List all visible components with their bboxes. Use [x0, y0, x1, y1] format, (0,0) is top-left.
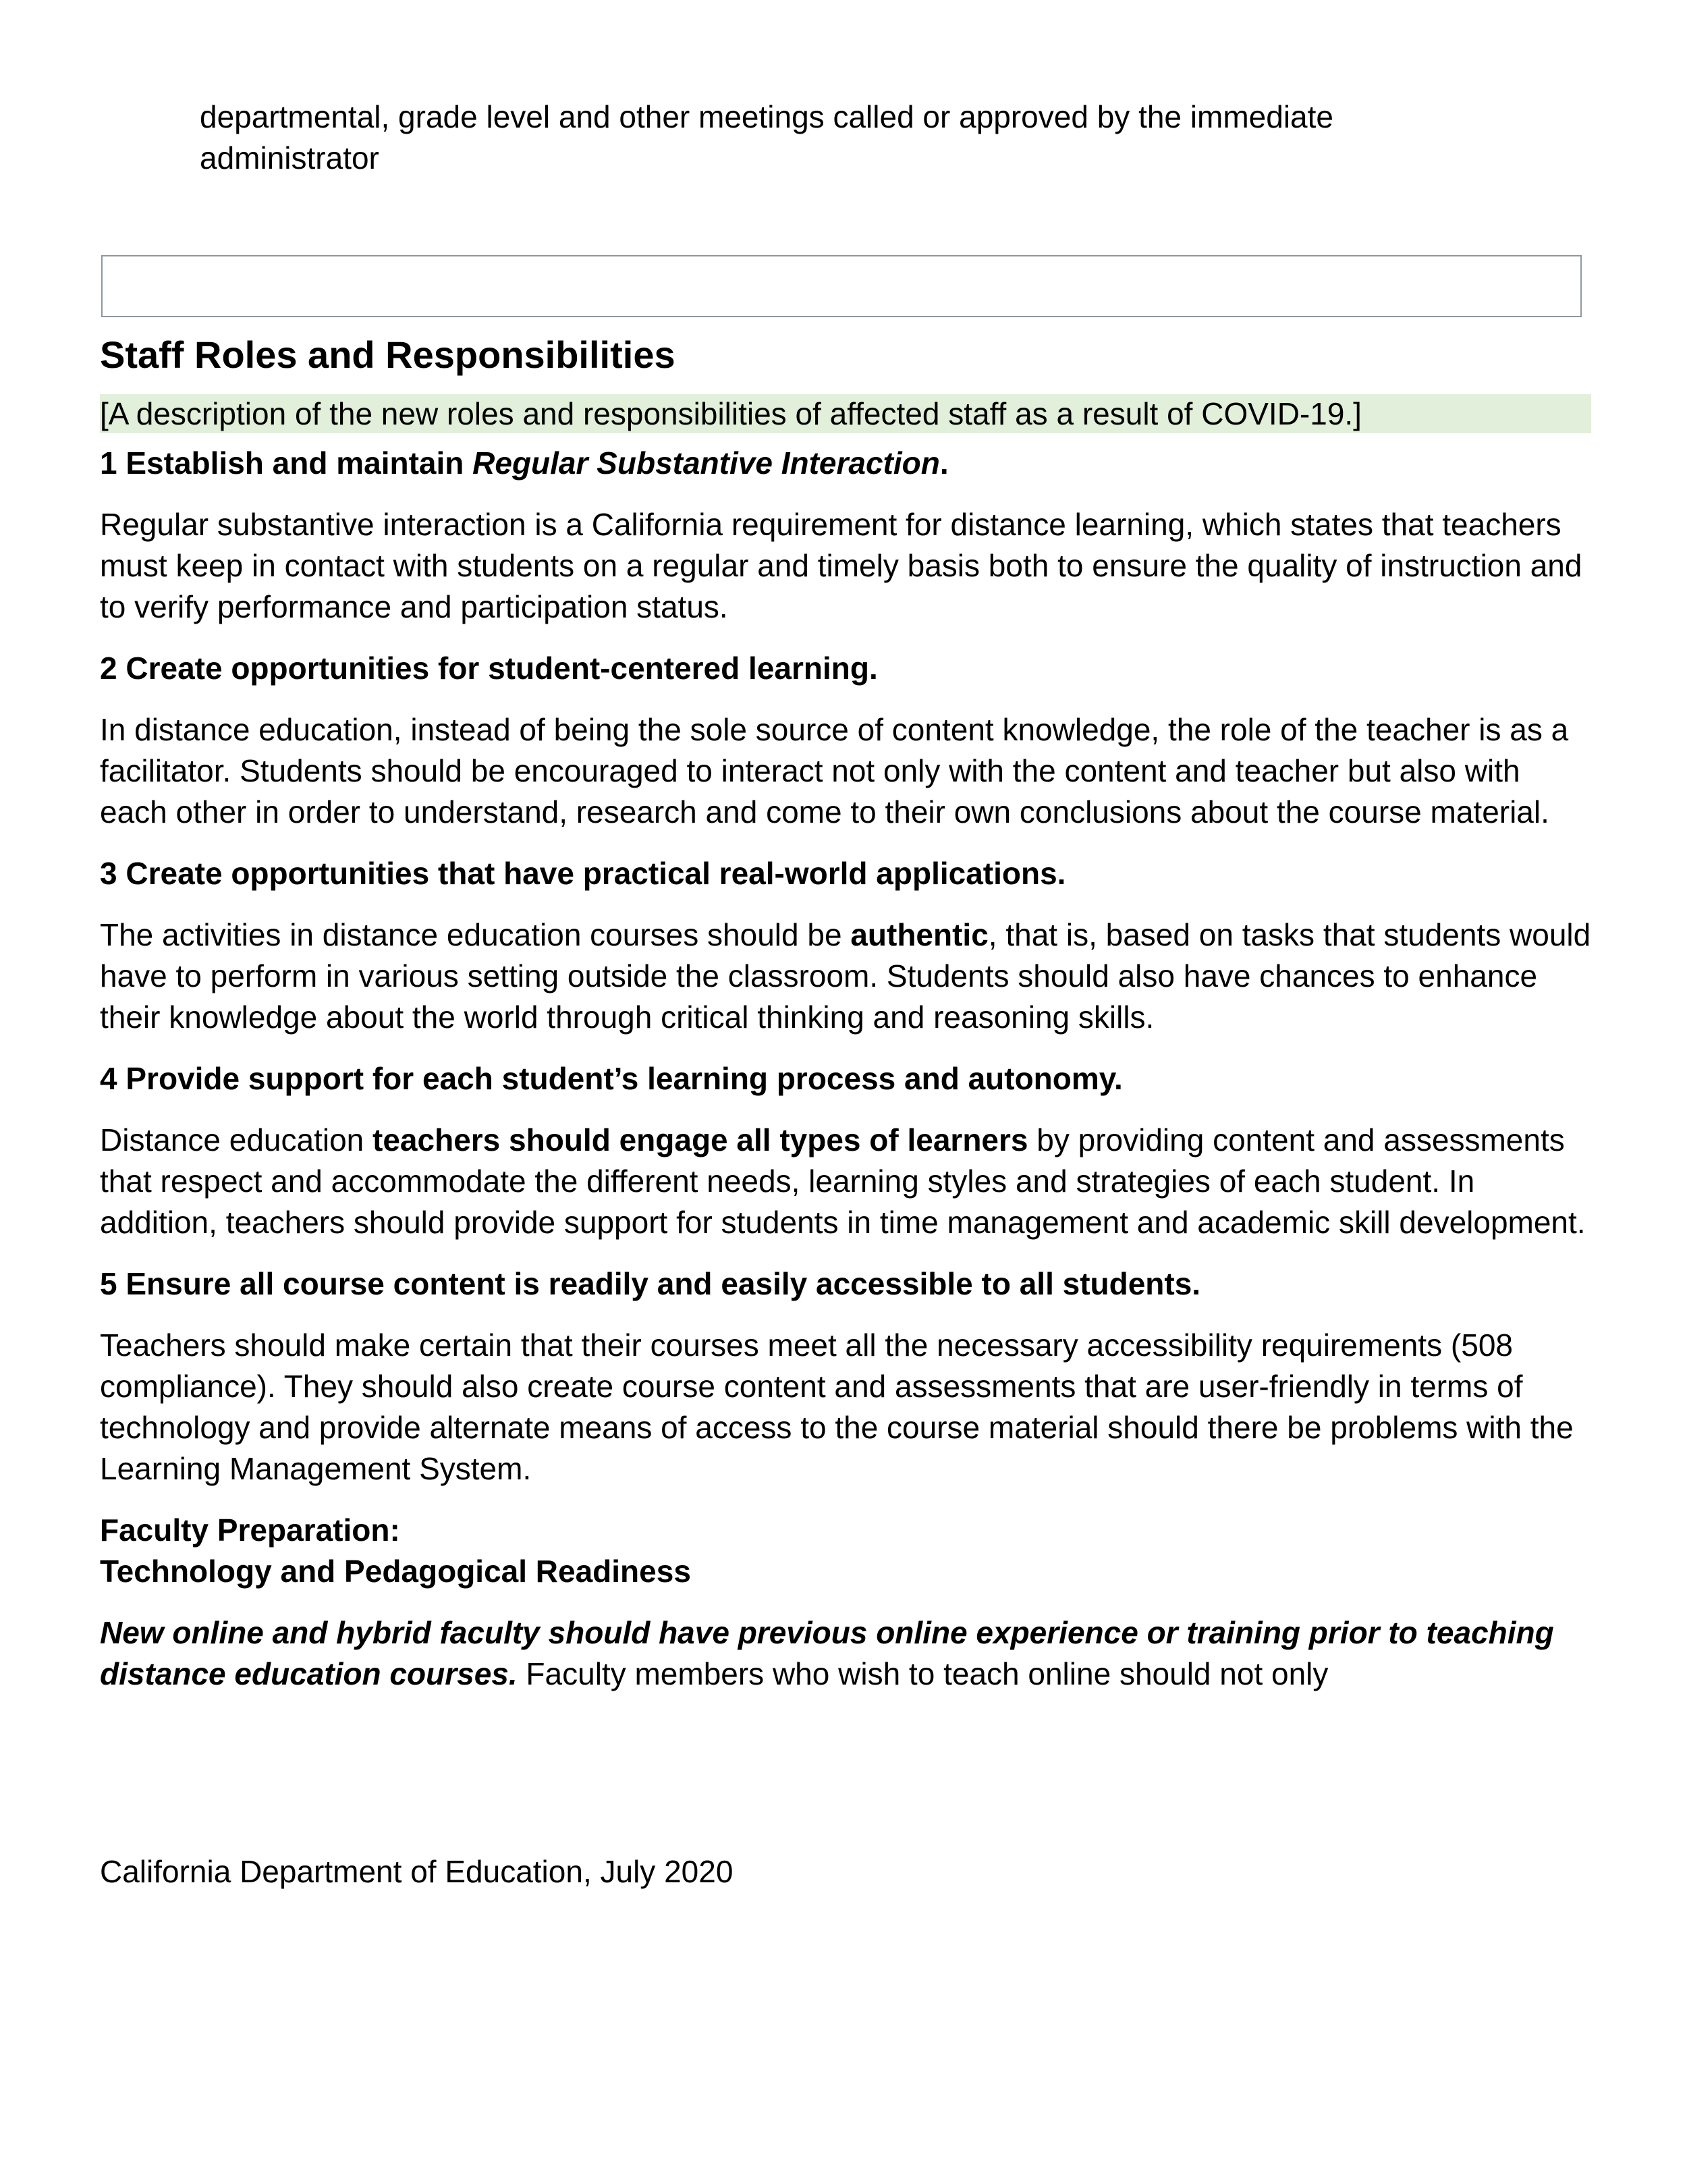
empty-text-box[interactable]: [101, 255, 1582, 317]
section-description-placeholder[interactable]: [A description of the new roles and responsibilities of affected staff as a result of COVID-19.]: [100, 394, 1591, 433]
preparation-heading-2: Technology and Pedagogical Readiness: [100, 1554, 691, 1589]
item-1-title-prefix: 1 Establish and maintain: [100, 445, 473, 481]
item-3-body-post: , that is, based on tasks that students would have to perform in various setting outside the classroom. Students should also have chances to enhance their knowledge about the world through critical thinking and reasoning skills.: [100, 917, 1591, 1035]
item-1-title-italic: Regular Substantive Interaction: [472, 445, 940, 481]
item-4-body: [100, 1120, 1591, 1243]
section-title: Staff Roles and Responsibilities: [100, 333, 675, 376]
preparation-body-bold-italic: New online and hybrid faculty should have previous online experience or training prior to teaching distance education courses.: [100, 1615, 1554, 1691]
staff-roles-section: [100, 328, 1591, 1695]
intro-paragraph: [200, 97, 1549, 179]
item-4-body-bold: teachers should engage all types of learners: [372, 1122, 1028, 1157]
intro-line-2: administrator: [200, 140, 379, 175]
faculty-preparation-heading: [100, 1510, 1591, 1592]
item-3-body: [100, 914, 1591, 1038]
item-3-title: 3 Create opportunities that have practical real-world applications.: [100, 856, 1066, 891]
preparation-body: [100, 1612, 1591, 1695]
item-4-body-pre: Distance education: [100, 1122, 373, 1157]
intro-line-1: departmental, grade level and other meetings called or approved by the immediate: [200, 99, 1333, 134]
preparation-heading-1: Faculty Preparation:: [100, 1512, 400, 1548]
item-3-body-pre: The activities in distance education courses should be: [100, 917, 851, 952]
item-2-body: In distance education, instead of being the sole source of content knowledge, the role of the teacher is as a facilitator. Students should be encouraged to interact not only with the content and teacher but also with each other in order to understand, research and come to their own conclusions about the course material.: [100, 712, 1569, 829]
item-5-title: 5 Ensure all course content is readily and easily accessible to all students.: [100, 1266, 1201, 1301]
item-4-body-post: by providing content and assessments that respect and accommodate the different needs, learning styles and strategies of each student. In addition, teachers should provide support for students in time management and academic skill development.: [100, 1122, 1586, 1240]
item-4-title: 4 Provide support for each student’s learning process and autonomy.: [100, 1061, 1123, 1096]
preparation-body-rest: Faculty members who wish to teach online should not only: [517, 1656, 1329, 1691]
item-1-body: Regular substantive interaction is a California requirement for distance learning, which states that teachers must keep in contact with students on a regular and timely basis both to ensure the quality of instruction and to verify performance and participation status.: [100, 507, 1582, 624]
item-2-title: 2 Create opportunities for student-centered learning.: [100, 651, 878, 686]
page-footer: California Department of Education, July 2020: [100, 1854, 734, 1889]
item-3-body-bold: authentic: [850, 917, 989, 952]
item-5-body: Teachers should make certain that their courses meet all the necessary accessibility requirements (508 compliance). They should also create course content and assessments that are user-friendly in terms of technology and provide alternate means of access to the course material should there be problems with the Learning Management System.: [100, 1328, 1574, 1486]
item-1-title: [100, 443, 1591, 484]
item-1-title-suffix: .: [939, 445, 949, 481]
